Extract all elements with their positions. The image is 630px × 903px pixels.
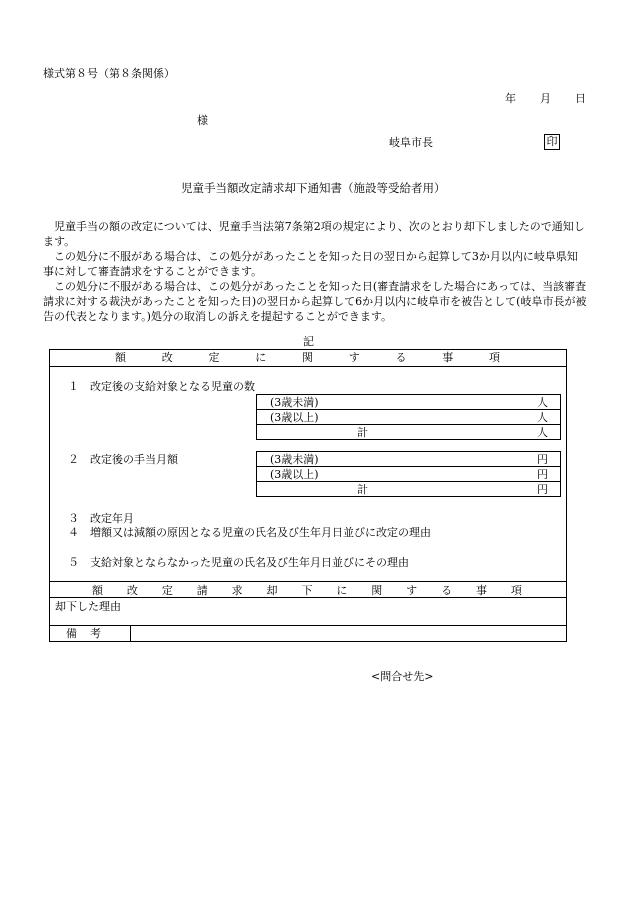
amount-under3-cell (257, 452, 561, 467)
section2-header-char: 関 (371, 584, 383, 597)
row-unit: 円 (537, 452, 548, 466)
item-2-label: ２ 改定後の手当月額 (68, 453, 178, 466)
section2-header-char: 事 (475, 584, 487, 597)
body-paragraph-1: 児童手当の額の改定については、児童手当法第7条第2項の規定により、次のとおり却下しましたので通知します。 (43, 220, 585, 248)
section1-header-char: 額 (115, 351, 126, 364)
section2-header-char: 改 (126, 584, 138, 597)
children-total-cell (257, 425, 561, 440)
section2-header-char: 却 (266, 584, 278, 597)
body-text (43, 219, 588, 324)
item-1-label: １ 改定後の支給対象となる児童の数 (68, 380, 255, 393)
amount-total-cell (257, 482, 561, 497)
official-seal-mark: 印 (544, 134, 560, 150)
section1-header-char: に (255, 351, 267, 364)
document-title: 児童手当額改定請求却下通知書（施設等受給者用） (181, 181, 446, 195)
item-3-label: ３ 改定年月 (68, 512, 134, 525)
ki-heading: 記 (303, 335, 314, 348)
row-unit: 円 (537, 482, 548, 496)
section2-header-char: 額 (92, 584, 103, 597)
date-year-label: 年 (505, 92, 516, 105)
row-unit: 人 (537, 395, 548, 409)
row-label: 計 (357, 482, 368, 496)
date-day-label: 日 (575, 92, 586, 105)
section2-header-char: 請 (196, 584, 208, 597)
rejection-reason-label: 却下した理由 (55, 600, 121, 613)
item-5-label: ５ 支給対象とならなかった児童の氏名及び生年月日並びにその理由 (68, 556, 409, 569)
section1-header (115, 351, 500, 365)
amount-over3-cell (257, 467, 561, 482)
date-month-label: 月 (540, 92, 551, 105)
divider (49, 581, 567, 582)
section1-header-char: 事 (442, 351, 454, 364)
remarks-divider (130, 625, 131, 642)
row-label: (3歳未満) (270, 395, 319, 409)
section2-header-char: す (406, 584, 418, 597)
table-row (257, 410, 561, 425)
section2-header-char: 下 (301, 584, 313, 597)
section2-header-char: 定 (161, 584, 173, 597)
divider (49, 366, 567, 367)
section2-header-char: 項 (510, 584, 522, 597)
remarks-label-char: 考 (90, 627, 101, 640)
table-row (257, 425, 561, 440)
remarks-label-char: 備 (66, 627, 77, 640)
divider (49, 597, 567, 598)
table-row (257, 482, 561, 497)
table-row (257, 395, 561, 410)
section1-header-char: 定 (208, 351, 220, 364)
contact-label: <問合せ先> (371, 670, 434, 683)
row-label: (3歳未満) (270, 452, 319, 466)
section2-header-char: る (441, 584, 453, 597)
divider (49, 625, 567, 626)
monthly-amount-table (256, 451, 561, 497)
section1-header-char: 関 (302, 351, 313, 364)
row-label: 計 (357, 425, 368, 439)
row-unit: 人 (537, 410, 548, 424)
row-label: (3歳以上) (270, 467, 319, 481)
form-number: 様式第８号（第８条関係） (43, 67, 175, 80)
row-unit: 円 (537, 467, 548, 481)
section1-header-char: 改 (161, 351, 173, 364)
row-label: (3歳以上) (270, 410, 319, 424)
children-over3-cell (257, 410, 561, 425)
section2-header-char: に (336, 584, 348, 597)
section1-header-char: る (395, 351, 407, 364)
section2-header-char: 求 (231, 584, 243, 597)
section1-header-char: 項 (489, 351, 500, 364)
remarks-label (66, 627, 101, 641)
addressee-suffix: 様 (197, 114, 208, 127)
item-4-label: ４ 増額又は減額の原因となる児童の氏名及び生年月日並びに改定の理由 (68, 526, 431, 539)
body-paragraph-3: この処分に不服がある場合は、この処分があったことを知った日(審査請求をした場合にあっては、当該審査請求に対する裁決があったことを知った日)の翌日から起算して6か月以内に岐阜市を被告として(岐阜市長が被告の代表となります。)処分の取消しの訴えを提起することができます。 (43, 280, 587, 323)
children-count-table (256, 394, 561, 440)
table-row (257, 467, 561, 482)
children-under3-cell (257, 395, 561, 410)
issuer-name: 岐阜市長 (389, 136, 433, 149)
body-paragraph-2: この処分に不服がある場合は、この処分があったことを知った日の翌日から起算して3か月以内に岐阜県知事に対して審査請求をすることができます。 (43, 250, 578, 278)
section1-header-char: す (348, 351, 360, 364)
row-unit: 人 (537, 425, 548, 439)
table-row (257, 452, 561, 467)
